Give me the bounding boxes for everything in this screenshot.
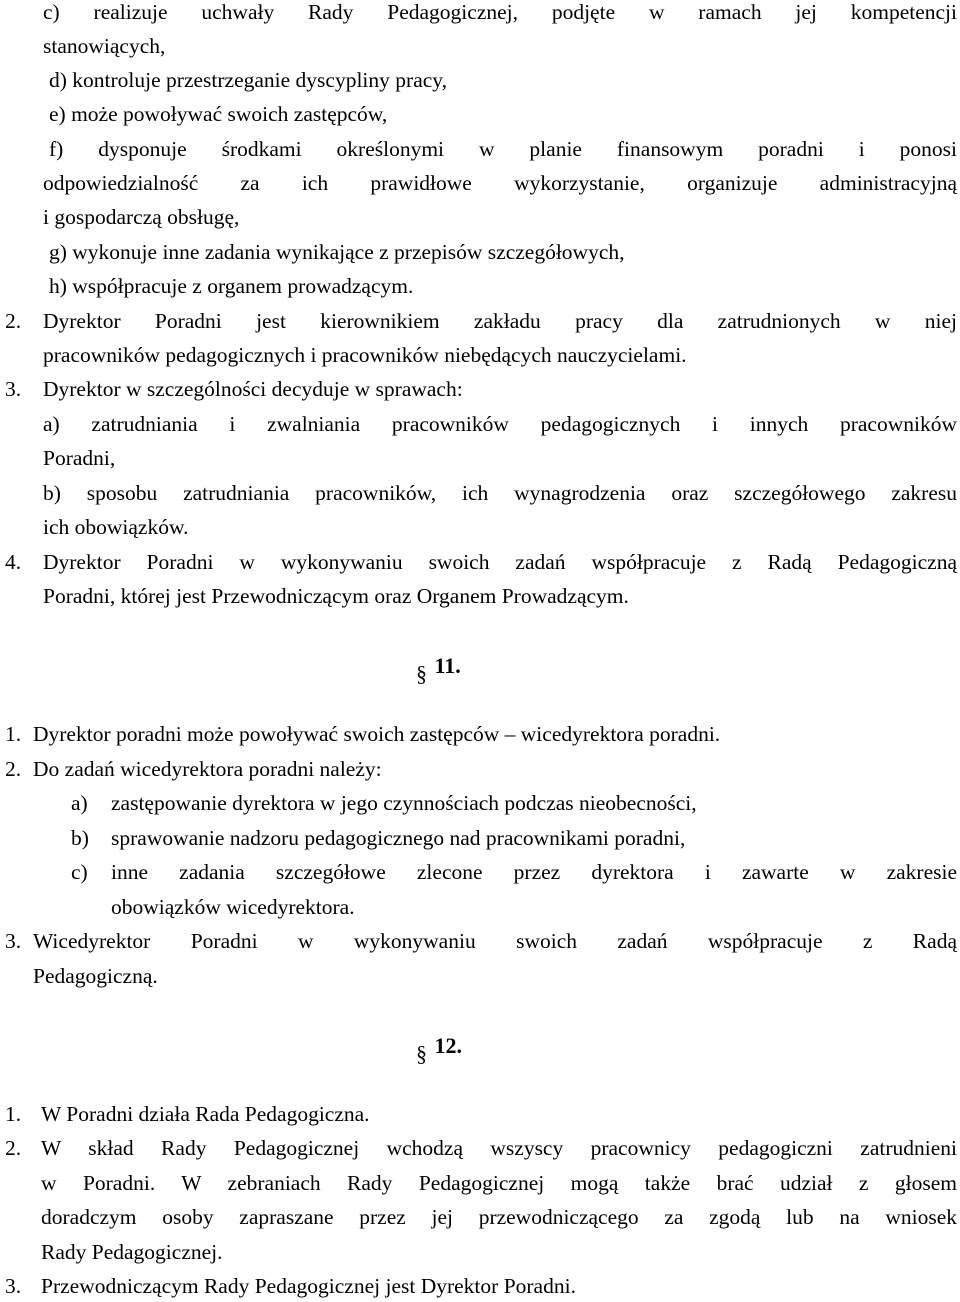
- item-e: e) może powoływać swoich zastępców,: [49, 102, 388, 126]
- item-c-line2: stanowiących,: [43, 34, 166, 58]
- s12-item-2-line4: Rady Pedagogicznej.: [41, 1240, 223, 1264]
- item-c-line1: c) realizuje uchwały Rady Pedagogicznej, podjęte w ramach jej kompetencji: [43, 0, 957, 24]
- point-3a-line2: Poradni,: [43, 446, 116, 470]
- item-d: d) kontroluje przestrzeganie dyscypliny pracy,: [49, 68, 448, 92]
- point-3b-line2: ich obowiązków.: [43, 515, 189, 539]
- s11-item-2-number: 2.: [5, 757, 22, 781]
- section-11-heading: [416, 653, 461, 686]
- section-12-heading: [416, 1033, 462, 1066]
- item-h: h) współpracuje z organem prowadzącym.: [49, 274, 414, 298]
- s11-c-marker: c): [71, 860, 88, 884]
- s11-b-marker: b): [71, 826, 89, 850]
- s11-item-1: Dyrektor poradni może powoływać swoich zastępców – wicedyrektora poradni.: [33, 722, 721, 746]
- point-2-line2: pracowników pedagogicznych i pracowników niebędących nauczycielami.: [43, 343, 687, 367]
- section-symbol: §: [416, 1041, 427, 1066]
- section-number: 12.: [434, 1033, 462, 1058]
- item-f-line2: odpowiedzialność za ich prawidłowe wykorzystanie, organizuje administracyjną: [43, 171, 957, 195]
- s11-b-text: sprawowanie nadzoru pedagogicznego nad pracownikami poradni,: [111, 826, 686, 850]
- s11-item-3-line1: Wicedyrektor Poradni w wykonywaniu swoich zadań współpracuje z Radą: [33, 929, 957, 953]
- s11-item-1-number: 1.: [5, 722, 22, 746]
- s12-item-2-line2: w Poradni. W zebraniach Rady Pedagogicznej mogą także brać udział z głosem: [41, 1171, 957, 1195]
- s11-a-marker: a): [71, 791, 88, 815]
- section-number: 11.: [434, 653, 461, 678]
- point-3a-line1: a) zatrudniania i zwalniania pracowników pedagogicznych i innych pracowników: [43, 412, 957, 436]
- point-4-line1: Dyrektor Poradni w wykonywaniu swoich zadań współpracuje z Radą Pedagogiczną: [43, 550, 957, 574]
- s11-item-2: Do zadań wicedyrektora poradni należy:: [33, 757, 382, 781]
- item-f-line3: i gospodarczą obsługę,: [43, 205, 240, 229]
- point-2-line1: Dyrektor Poradni jest kierownikiem zakładu pracy dla zatrudnionych w niej: [43, 309, 957, 333]
- section-symbol: §: [416, 661, 427, 686]
- s11-c-line1: inne zadania szczegółowe zlecone przez dyrektora i zawarte w zakresie: [111, 860, 957, 884]
- s11-item-3-number: 3.: [5, 929, 22, 953]
- s11-c-line2: obowiązków wicedyrektora.: [111, 895, 355, 919]
- point-2-number: 2.: [5, 309, 22, 333]
- s12-item-3-number: 3.: [5, 1274, 22, 1298]
- s11-a-text: zastępowanie dyrektora w jego czynnościach podczas nieobecności,: [111, 791, 697, 815]
- s12-item-3: Przewodniczącym Rady Pedagogicznej jest Dyrektor Poradni.: [41, 1274, 576, 1298]
- s12-item-2-number: 2.: [5, 1136, 22, 1160]
- s12-item-2-line1: W skład Rady Pedagogicznej wchodzą wszyscy pracownicy pedagogiczni zatrudnieni: [41, 1136, 957, 1160]
- point-3-number: 3.: [5, 377, 22, 401]
- s12-item-1-number: 1.: [5, 1102, 22, 1126]
- s12-item-1: W Poradni działa Rada Pedagogiczna.: [41, 1102, 370, 1126]
- point-4-line2: Poradni, której jest Przewodniczącym oraz Organem Prowadzącym.: [43, 584, 629, 608]
- item-g: g) wykonuje inne zadania wynikające z przepisów szczegółowych,: [49, 240, 625, 264]
- item-f-line1: f) dysponuje środkami określonymi w planie finansowym poradni i ponosi: [49, 137, 957, 161]
- s11-item-3-line2: Pedagogiczną.: [33, 964, 158, 988]
- point-3b-line1: b) sposobu zatrudniania pracowników, ich wynagrodzenia oraz szczegółowego zakresu: [43, 481, 957, 505]
- point-3-line1: Dyrektor w szczególności decyduje w sprawach:: [43, 377, 463, 401]
- s12-item-2-line3: doradczym osoby zapraszane przez jej przewodniczącego za zgodą lub na wniosek: [41, 1205, 957, 1229]
- point-4-number: 4.: [5, 550, 22, 574]
